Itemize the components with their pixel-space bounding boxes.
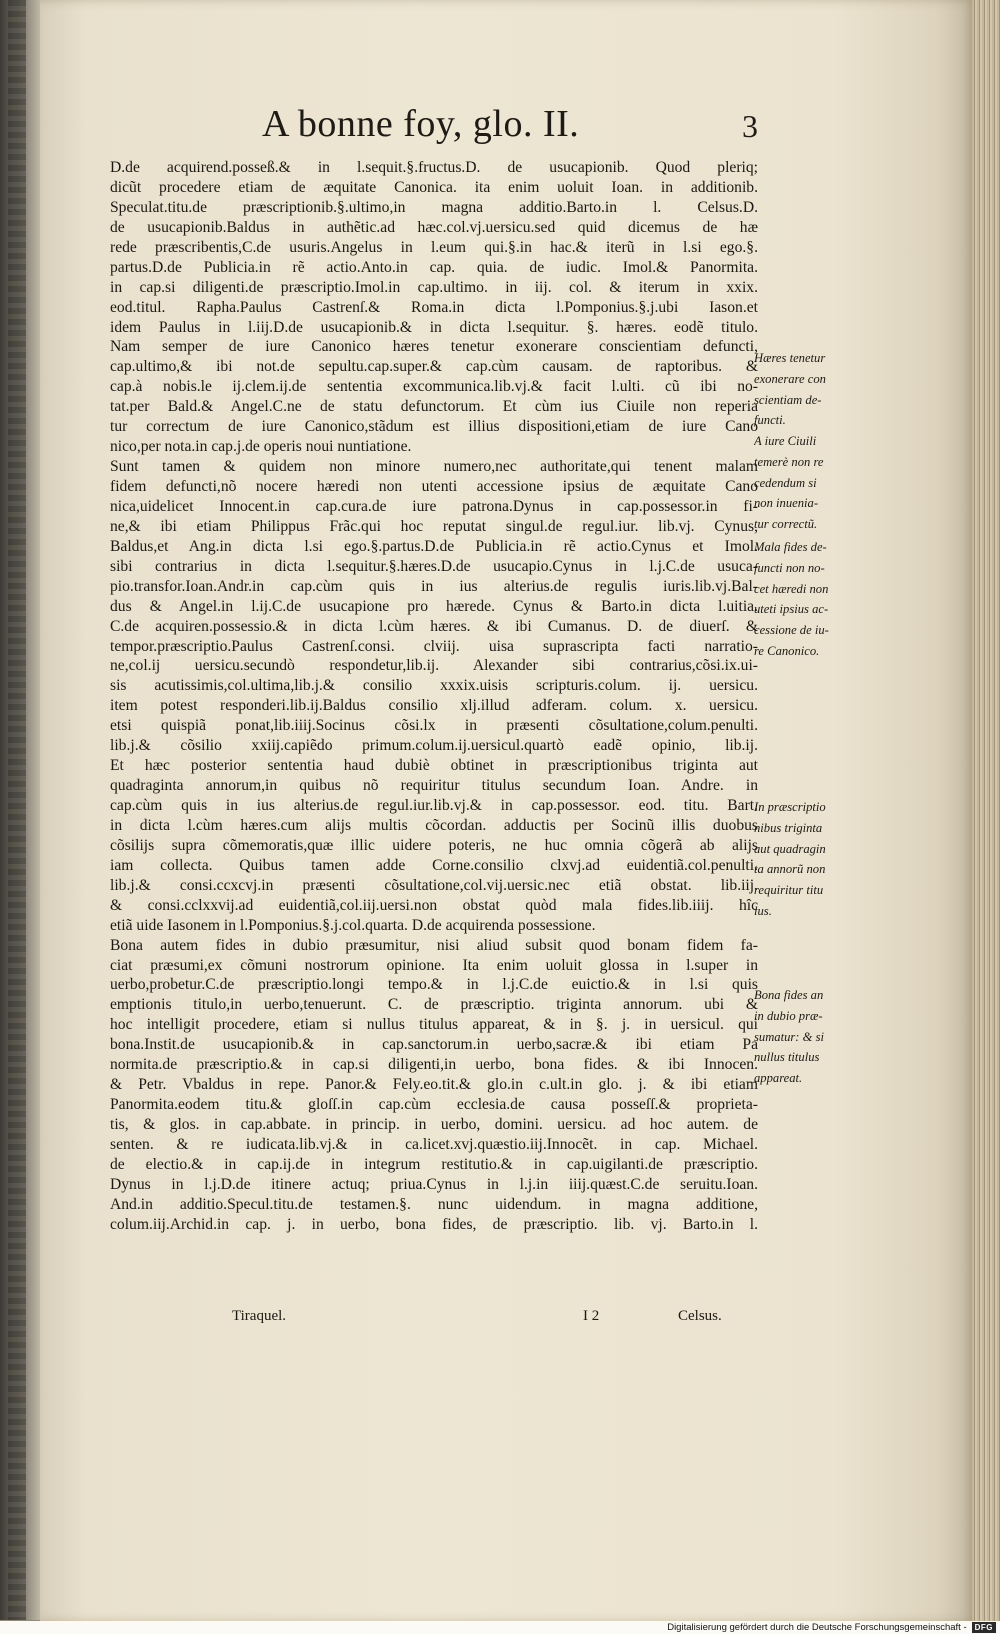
text-line: tempor.præscriptio.Paulus Castrenſ.consi. clviij. uisa suprascripta facti narratio- (110, 637, 758, 655)
text-line: emptionis titulo,in uerbo,tenuerunt. C. de præscriptio. triginta annorum. ubi & (110, 996, 758, 1014)
text-line: D.de acquirend.posseß.& in l.sequit.§.fructus.D. de usucapionib. Quod pleriq; (110, 159, 758, 176)
text-line: pio.transfor.Ioan.Andr.in cap.cùm quis in ius alterius.de regulis iuris.lib.vj.Bal- (110, 577, 758, 595)
text-line: eod.titul. Rapha.Paulus Castrenſ.& Roma.in dicta l.Pomponius.§.j.ubi Iason.et (110, 298, 758, 316)
text-line: Panormita.eodem titu.& gloſſ.in cap.cùm ecclesia.de causa posseſſ.& proprieta- (110, 1096, 758, 1114)
text-line: Sunt tamen & quidem non minore numero,nec authoritate,qui tenent malam (110, 458, 758, 476)
text-line: quadraginta annorum,in quibus nõ requiritur titulus secundum Ioan. Andre. in (110, 777, 758, 795)
text-line: cap.cùm quis in ius alterius.de regul.iur.lib.vj.& in cap.possessor. eod. titu. Bart. (110, 797, 758, 814)
marginal-note-heres (754, 348, 850, 431)
text-line: lib.j.& cõsilio xxiij.capiẽdo primum.colum.ij.uersicul.quartò eadẽ opinio, lib.ij. (110, 737, 758, 755)
text-line: de electio.& in cap.ij.de in integrum restitutio.& in cap.uigilanti.de præscriptio. (110, 1155, 758, 1173)
page-number: 3 (742, 108, 758, 144)
text-line: cap.à nobis.le ij.clem.ij.de sententia excommunica.lib.vj.& facit l.ulti. cũ ibi no- (110, 378, 758, 396)
marginal-note-line: In præscriptio (754, 800, 826, 814)
text-line: C.de acquiren.possessio.& in dicta l.cùm hæres. & ibi Cumanus. D. de diuerſ. & (110, 617, 758, 635)
text-line: bona.Instit.de usucapionib.& in cap.sanctorum.in uerbo,sacræ.& ibi etiam Pa (110, 1036, 758, 1054)
text-line: item potest responderi.lib.ij.Baldus consilio xlj.illud adferam. colum. x. uersicu. (110, 697, 758, 715)
text-line: etiã uide Iasonem in l.Pomponius.§.j.col.quarta. D.de acquirenda possessione. (110, 916, 596, 934)
signature-mark: I 2 (583, 1308, 600, 1324)
marginal-note-line: Bona fides an (754, 988, 824, 1002)
text-line: de usucapionib.Baldus in authẽtic.ad hæc.col.vj.uersicu.sed quid dicemus de hæ (110, 218, 758, 236)
page-edges (972, 0, 1000, 1622)
marginal-note-line: cessione de iu- (754, 623, 829, 638)
text-line: rede præscribentis,C.de usuris.Angelus in l.eum qui.§.in hac.& iterũ in l.si ego.§. (110, 238, 758, 256)
text-line: cõsilijs supra cõmemoratis,quæ illic uidere poteris, ne huc omnia cõgerã ab alijs (110, 836, 758, 854)
marginal-note-line: temerè non re (754, 454, 824, 469)
marginal-note-line: aut quadragin (754, 841, 826, 856)
text-line: dus & Angel.in l.ij.C.de usucapione pro hærede. Cynus & Barto.in dicta l.uitia. (110, 597, 758, 615)
text-line: tur correctum de iure Canonico,stãdum est illius dispositioni,etiam de iure Cano (110, 418, 758, 436)
text-line: Baldus,et Ang.in dicta l.si ego.§.partus.D.de Publicia.in rẽ actio.Cynus et Imol. (110, 537, 758, 555)
text-line: idem Paulus in l.iij.D.de usucapionib.& in dicta l.sequitur. §. hæres. eodẽ titulo. (110, 318, 758, 336)
text-line: & Petr. Vbaldus in repe. Panor.& Fely.eo.tit.& glo.in c.ult.in glo. j. & ibi etiam (110, 1076, 758, 1094)
marginal-note-line: in dubio præ- (754, 1008, 823, 1023)
scan-bottom-margin (0, 1621, 560, 1634)
text-line: Speculat.titu.de præscriptionib.§.ultimo,in magna additio.Barto.in l. Celsus.D. (110, 198, 758, 216)
text-line: ne,& ibi etiam Philippus Frãc.qui hoc reputat singul.de regul.iur. lib.vj. Cynus, (110, 517, 758, 535)
text-line: etsi quispiã ponat,lib.iiij.Socinus cõsi.lx in præsenti cõsultatione,colum.penulti. (110, 717, 758, 735)
text-line: uerbo,probetur.C.de præscriptio.longi tempo.& in l.j.C.de euictio.& in l.si quis (110, 976, 758, 994)
marginal-note-line: exonerare con (754, 371, 826, 386)
dfg-logo: DFG (972, 1622, 996, 1633)
text-line: sibi contrarius in dicta l.sequitur.§.hæres.D.de usucapio.Cynus in l.j.C.de usuca- (110, 557, 758, 575)
marginal-note-line: A iure Ciuili (754, 434, 817, 448)
digitization-text: Digitalisierung gefördert durch die Deutsche Forschungsgemeinschaft - (667, 1622, 967, 1633)
running-title: A bonne foy, glo. II. (262, 103, 580, 145)
marginal-note-bona-fides (754, 985, 850, 1089)
text-line: normita.de præscriptio.& in cap.si diligenti,in uerbo, bona fides. & ibi Innocen. (110, 1056, 758, 1074)
text-line: colum.iij.Archid.in cap. j. in uerbo, bona fides, de præscriptio. lib. vj. Barto.in l. (110, 1215, 758, 1233)
text-line: Bona autem fides in dubio præsumitur, nisi aliud subsit quod bonam fidem fa- (110, 936, 758, 954)
marginal-note-line: lus. (754, 903, 772, 918)
text-line: iam collecta. Quibus tamen adde Corne.consilio clxvj.ad euidentiã.col.penulti. (110, 856, 758, 874)
text-line: lib.j.& consi.ccxcvj.in præsenti cõsultatione,col.vij.uersic.nec etiã obstat. lib.iij. (110, 876, 758, 894)
marginal-note-line: functi. (754, 413, 786, 428)
text-line: Dynus in l.j.D.de itinere actuq; priua.Cynus in l.j.in iiij.quæst.C.de seruitu.Ioan. (110, 1175, 758, 1193)
marginal-note-line: Hæres tenetur (754, 351, 826, 365)
text-line: in cap.si diligenti.de præscriptio.Imol.in cap.ultimo. in iij. col. & iterum in xxix. (110, 278, 758, 296)
text-line: ciat præsumi,ex cõmuni nostrorum opinione. Ita enim uoluit glossa in l.super in (110, 956, 758, 974)
text-line: fidem defuncti,nõ nocere hæredi non utenti accessione ipsius de æquitate Cano (110, 478, 758, 495)
marginal-note-line: Mala fides de- (754, 540, 827, 554)
marginal-note-line: scientiam de- (754, 392, 822, 407)
marginal-note-line: ta annorũ non (754, 862, 826, 877)
text-line: dicũt procedere etiam de æquitate Canonica. ita enim uoluit Ioan. in additionib. (110, 178, 758, 196)
marginal-note-line: non inuenia- (754, 496, 819, 511)
marginal-note-line: appareat. (754, 1071, 803, 1086)
text-line: partus.D.de Publicia.in rẽ actio.Anto.in cap. quia. de iudic. Imol.& Panormita. (110, 258, 758, 276)
marginal-note-line: cedendum si (754, 475, 817, 490)
text-line: sis acutissimis,col.ultima,lib.j.& consilio xxxix.uisis scripturis.colum. ij. uersicu. (110, 677, 758, 695)
text-line: in dicta l.cùm hæres.cum alijs multis cõcordan. adductis per Socinũ illis duobus (110, 816, 758, 834)
marginal-note-iure-ciuili (754, 431, 850, 535)
footer-author: Tiraquel. (232, 1308, 287, 1324)
text-line: senten. & re iudicata.lib.vj.& in ca.licet.xvj.quæstio.iij.Innocẽt. in cap. Michael. (110, 1135, 758, 1153)
marginal-note-line: nibus triginta (754, 820, 823, 835)
marginal-note-line: re Canonico. (754, 643, 820, 658)
text-line: nica,uidelicet Innocent.in cap.cura.de iure patrona.Dynus in cap.possessor.in fi- (110, 497, 758, 515)
catchword: Celsus. (678, 1308, 722, 1324)
running-header (262, 100, 782, 148)
text-line: tis, & glos. in cap.abbate. in princip. in uerbo, domini. uersicu. ad hoc autem. de (110, 1116, 758, 1133)
marginal-note-line: uteti ipsius ac- (754, 602, 829, 617)
text-line: Et hæc posterior sententia haud dubiè obtinet in præscriptionibus triginta aut (110, 757, 758, 775)
marginal-note-line: cet hæredi non (754, 581, 829, 596)
digitization-notice (560, 1621, 1000, 1634)
text-line: ne,col.ij uersicu.secundò respondetur,lib.ij. Alexander sibi contrarius,cõsi.ix.ui- (110, 657, 758, 675)
marginal-note-line: sumatur: & si (754, 1029, 824, 1044)
marginal-note-mala-fides (754, 537, 850, 662)
text-line: Nam semper de iure Canonico hæres tenetur exonerare conscientiam defuncti, (110, 338, 758, 356)
text-line: And.in additio.Specul.titu.de testamen.§. nunc uidendum. in magna additione, (110, 1195, 758, 1213)
main-text-column (110, 158, 758, 1235)
marginal-note-line: tur correctũ. (754, 517, 818, 532)
marginal-note-line: requiritur titu (754, 883, 824, 898)
text-line: hoc intelligit procedere, etiam si nullus titulus appareat, & in §. j. in uersicul. qui (110, 1016, 758, 1034)
text-line: & consi.cclxxvij.ad euidentiã,col.iij.uersi.non obstat quòd mala fides.lib.iiij. hîc (110, 896, 758, 914)
spine-binding (8, 0, 26, 1620)
marginal-note-line: functi non no- (754, 560, 825, 575)
marginal-note-praescriptio (754, 797, 850, 922)
text-line: nico,per nota.in cap.j.de operis noui nuntiatione. (110, 438, 412, 456)
text-line: tat.per Bald.& Angel.C.ne de statu defunctorum. Et cùm ius Ciuile non reperia (110, 398, 758, 416)
text-line: cap.ultimo,& ibi not.de sepultu.cap.super.& cap.cùm causam. de raptoribus. & (110, 358, 758, 376)
marginal-note-line: nullus titulus (754, 1050, 820, 1065)
